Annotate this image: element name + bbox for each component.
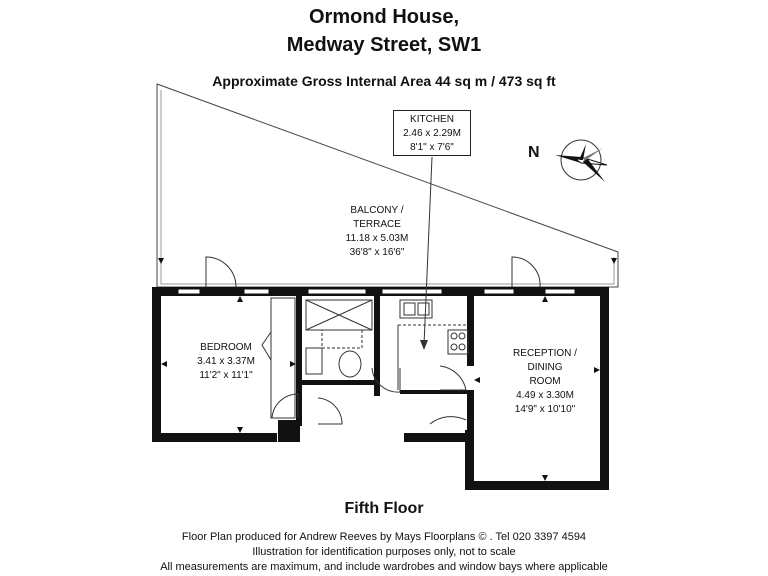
reception-metric: 4.49 x 3.30M [516, 390, 574, 401]
footer-disclaimer: Illustration for identification purposes only, not to scale [252, 546, 516, 558]
reception-name-3: ROOM [529, 376, 561, 387]
footer-measurements-note: All measurements are maximum, and include wardrobes and window bays where applicable [160, 561, 608, 573]
kitchen-imperial: 8'1" x 7'6" [410, 142, 454, 153]
kitchen-fixtures [398, 300, 468, 390]
internal-walls [296, 296, 474, 435]
bedroom-metric: 3.41 x 3.37M [197, 356, 255, 367]
balcony-name-2: TERRACE [353, 219, 401, 230]
kitchen-metric: 2.46 x 2.29M [403, 128, 461, 139]
balcony-imperial: 36'8" x 16'6" [349, 247, 405, 258]
kitchen-name: KITCHEN [410, 114, 454, 125]
reception-imperial: 14'9" x 10'10" [514, 404, 576, 415]
area-summary: Approximate Gross Internal Area 44 sq m / 473 sq ft [212, 73, 556, 89]
footer-credit: Floor Plan produced for Andrew Reeves by Mays Floorplans © . Tel 020 3397 4594 [181, 531, 587, 543]
balcony-name-1: BALCONY / [350, 205, 404, 216]
title-line-2: Medway Street, SW1 [286, 34, 482, 56]
bedroom-name: BEDROOM [200, 342, 252, 353]
bedroom-label [176, 341, 276, 383]
balcony-metric: 11.18 x 5.03M [345, 233, 409, 244]
compass-north-label: N [528, 144, 540, 161]
balcony-label [322, 204, 432, 260]
compass-icon [555, 140, 607, 182]
reception-label [490, 347, 600, 417]
kitchen-label [393, 110, 471, 156]
bedroom-imperial: 11'2" x 11'1" [199, 370, 253, 381]
reception-name-1: RECEPTION / [513, 348, 577, 359]
title-line-1: Ormond House, [308, 6, 459, 28]
floor-label: Fifth Floor [344, 500, 424, 517]
bathroom-fixtures [306, 300, 372, 377]
reception-name-2: DINING [527, 362, 563, 373]
kitchen-leader-arrow [420, 340, 428, 350]
